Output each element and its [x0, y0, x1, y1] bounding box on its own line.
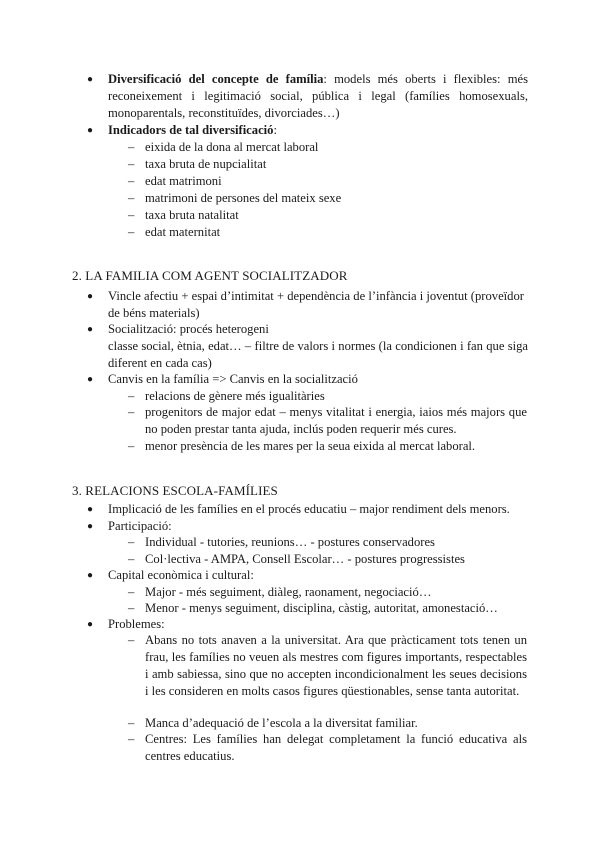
bullet-capital: ● Capital econòmica i cultural:	[87, 568, 254, 582]
sub-item: – edat maternitat	[128, 225, 221, 239]
bold-term: Indicadors de tal diversificació	[108, 123, 274, 137]
sub-item: – menor presència de les mares per la seua eixida al mercat laboral.	[128, 439, 476, 453]
sub-item: – Centres: Les famílies han delegat completament la funció educativa als centres educatius.	[128, 732, 527, 763]
sub-item: – edat matrimoni	[128, 174, 222, 188]
sub-item: – taxa bruta de nupcialitat	[128, 157, 267, 171]
bullet-dot: ●	[87, 324, 94, 335]
bold-term: Diversificació del concepte de família	[108, 72, 324, 86]
sub-item: – relacions de gènere més igualitàries	[128, 389, 325, 403]
section-heading: 2. LA FAMILIA COM AGENT SOCIALITZADOR	[72, 268, 348, 283]
sub-item: – eixida de la dona al mercat laboral	[128, 140, 319, 154]
sub-item: – Abans no tots anaven a la universitat. Ara que pràcticament tots tenen un frau, les famílies no veuen als mestres com figures importants, respectables i amb sabiessa, sino que no accepten incondicionalment les seues decisions i les consideren en molts casos figures qüestionables, sense tanta autoritat.	[128, 633, 527, 698]
section-heading: 3. RELACIONS ESCOLA-FAMÍLIES	[72, 483, 278, 498]
bullet-participacio: ● Participació:	[87, 519, 172, 533]
bullet-canvis: ● Canvis en la família => Canvis en la socialització	[87, 372, 358, 386]
bullet-vincle: ● Vincle afectiu + espai d’intimitat + dependència de l’infància i joventut (proveïdor de béns materials)	[87, 289, 524, 320]
bullet-dot: ●	[87, 521, 94, 532]
sub-item: – Col·lectiva - AMPA, Consell Escolar… - postures progressistes	[128, 552, 465, 566]
bullet-text: : models més oberts i flexibles: més reconeixement i legitimació social, pública i legal (famílies homosexuals, monoparentals, reconstituïdes, divorciades…)	[108, 72, 528, 120]
bullet-dot: ●	[87, 619, 94, 630]
sub-item: – Manca d’adequació de l’escola a la diversitat familiar.	[128, 716, 418, 730]
sub-item: – Individual - tutories, reunions… - postures conservadores	[128, 535, 435, 549]
bullet-implicacio: ● Implicació de les famílies en el procés educatiu – major rendiment dels menors.	[87, 502, 510, 516]
sub-item: – Menor - menys seguiment, disciplina, càstig, autoritat, amonestació…	[128, 601, 498, 615]
bullet-diversificacio	[87, 71, 528, 122]
sub-item: – taxa bruta natalitat	[128, 208, 239, 222]
bullet-socialitzacio: ● Socialització: procés heterogeni classe social, ètnia, edat… – filtre de valors i normes (la condicionen i fan que siga diferent en cada cas)	[87, 322, 528, 370]
sub-item: – matrimoni de persones del mateix sexe	[128, 191, 342, 205]
sub-item: – Major - més seguiment, diàleg, raonament, negociació…	[128, 585, 432, 599]
bullet-dot: ●	[87, 291, 94, 302]
bullet-dot: ●	[87, 504, 94, 515]
bullet-indicadors	[87, 122, 528, 139]
bullet-dot: ●	[87, 374, 94, 385]
bullet-dot: ●	[87, 570, 94, 581]
sub-item: – progenitors de major edat – menys vitalitat i energia, iaios més majors que no poden prestar tanta ajuda, inclús poden requerir més cures.	[128, 405, 527, 436]
bullet-dot: ●	[87, 74, 94, 85]
bullet-dot: ●	[87, 125, 94, 136]
bullet-text: :	[273, 123, 277, 137]
bullet-problemes: ● Problemes:	[87, 617, 165, 631]
